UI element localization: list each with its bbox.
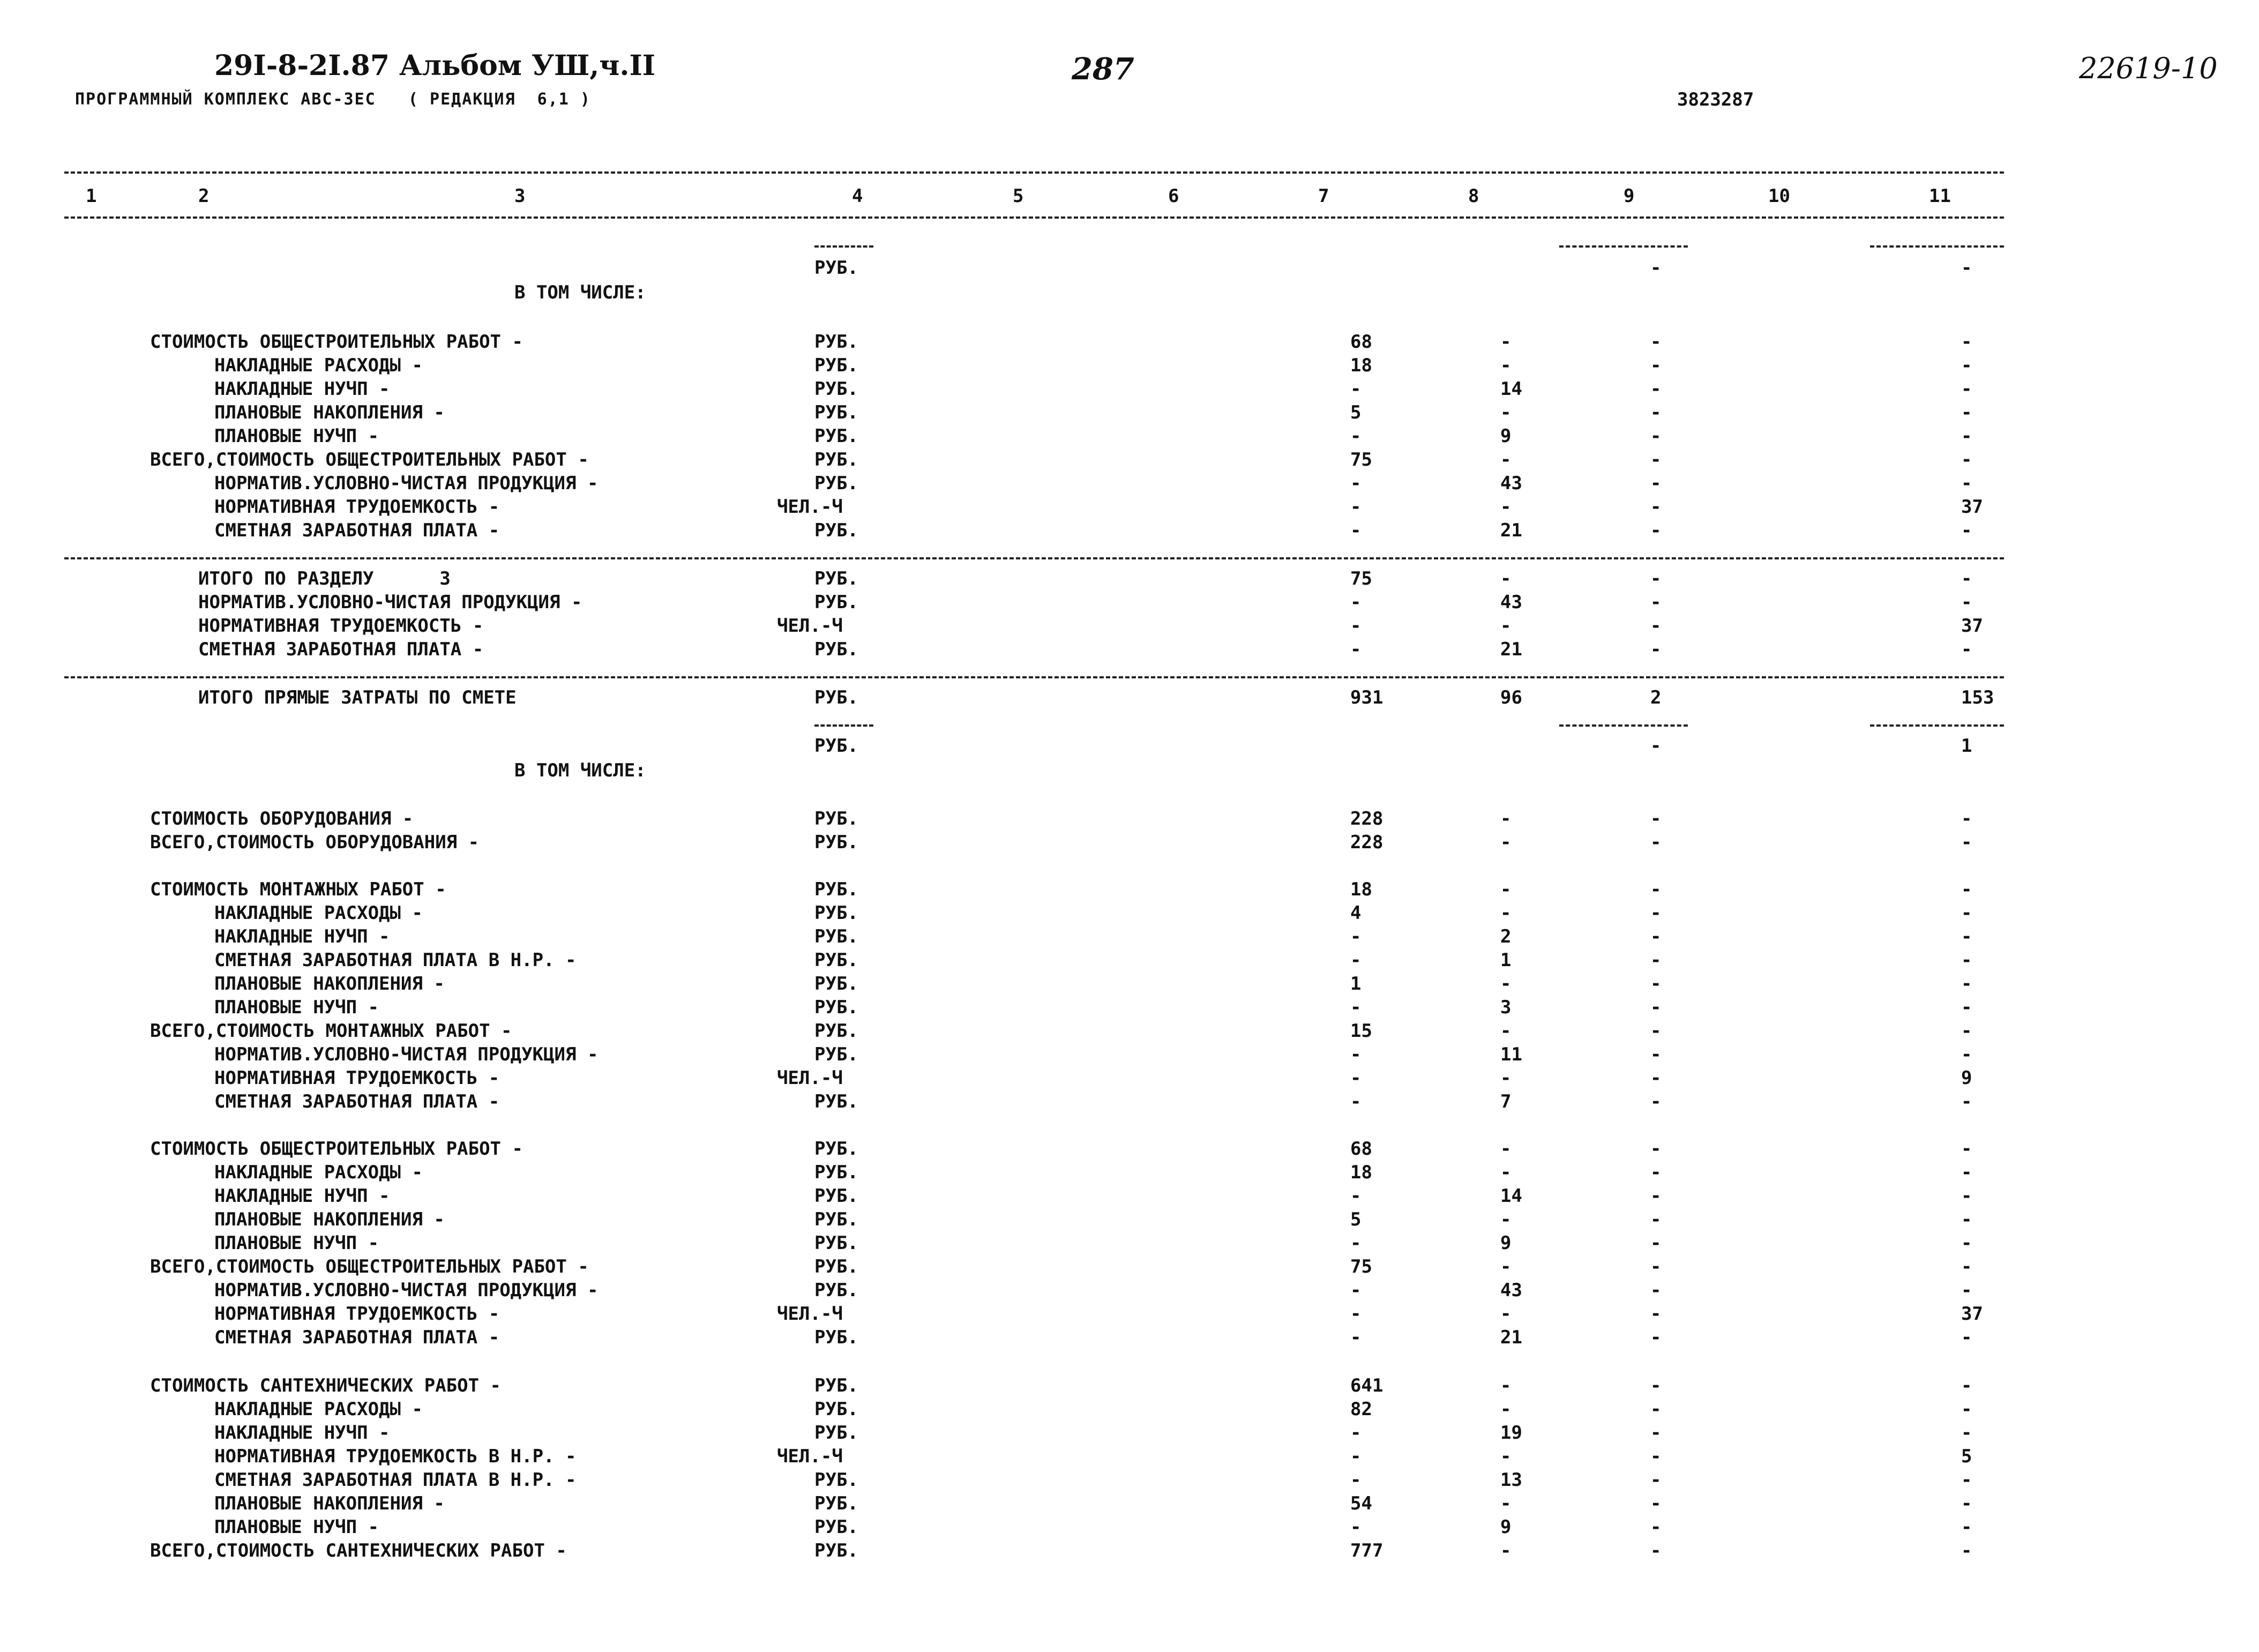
table-cell-c9: - [1650, 808, 1662, 829]
table-cell-c11: 37 [1961, 615, 1983, 637]
table-cell-c9: - [1650, 1375, 1662, 1396]
table-cell-c8: 3 [1500, 997, 1512, 1018]
table-cell-c9: - [1650, 902, 1662, 924]
table-cell-c4: РУБ. [814, 1185, 858, 1207]
table-cell-c8: - [1500, 1138, 1512, 1160]
table-cell-c7: - [1350, 926, 1362, 947]
table-cell-c11: 9 [1961, 1067, 1972, 1089]
table-cell-c8: - [1500, 1399, 1512, 1420]
table-cell-c8: - [1500, 402, 1512, 423]
table-cell-c9: - [1650, 1280, 1662, 1301]
table-cell-c4: РУБ. [814, 926, 858, 947]
table-cell-c4: РУБ. [814, 425, 858, 447]
table-cell-c7: 18 [1350, 355, 1372, 376]
table-cell-c11: 5 [1961, 1446, 1972, 1467]
table-cell-c8: - [1500, 568, 1512, 589]
table-cell-c3: ИТОГО ПРЯМЫЕ ЗАТРАТЫ ПО СМЕТЕ [198, 687, 517, 708]
table-cell-c3: НАКЛАДНЫЕ НУЧП - [214, 1185, 390, 1207]
table-cell-c4: РУБ. [814, 402, 858, 423]
table-cell-c9: - [1650, 1209, 1662, 1230]
table-cell-c4: РУБ. [814, 473, 858, 494]
table-cell-c4: РУБ. [814, 1516, 858, 1538]
table-cell-c9: - [1650, 1091, 1662, 1112]
table-cell-c11: - [1961, 832, 1972, 853]
table-cell-c9: - [1650, 355, 1662, 376]
table-cell-c7: 75 [1350, 1256, 1372, 1277]
table-cell-c8: 2 [1500, 926, 1512, 947]
table-cell-c3: ВСЕГО,СТОИМОСТЬ САНТЕХНИЧЕСКИХ РАБОТ - [150, 1540, 567, 1561]
table-cell-c11: - [1961, 1399, 1972, 1420]
table-cell-c11: - [1961, 402, 1972, 423]
table-cell-c9: - [1650, 378, 1662, 400]
table-cell-c8: 7 [1500, 1091, 1512, 1112]
table-cell-c7: - [1350, 1232, 1362, 1254]
table-cell-c3: СМЕТНАЯ ЗАРАБОТНАЯ ПЛАТА В Н.Р. - [214, 950, 577, 971]
table-cell-c3: СМЕТНАЯ ЗАРАБОТНАЯ ПЛАТА В Н.Р. - [214, 1469, 577, 1491]
table-cell-c7: - [1350, 615, 1362, 637]
table-cell-c7: 931 [1350, 687, 1383, 708]
table-cell-c3: ВСЕГО,СТОИМОСТЬ ОБОРУДОВАНИЯ - [150, 832, 480, 853]
table-cell-c7: 54 [1350, 1493, 1372, 1514]
column-header: 3 [514, 185, 526, 207]
table-cell-c4: РУБ. [814, 378, 858, 400]
table-cell-c4: РУБ. [814, 1327, 858, 1348]
table-cell-c9: - [1650, 950, 1662, 971]
table-cell-c11: - [1961, 592, 1972, 613]
table-cell-c4: РУБ. [814, 592, 858, 613]
table-cell-c3: СМЕТНАЯ ЗАРАБОТНАЯ ПЛАТА - [214, 520, 500, 541]
table-cell-c9: - [1650, 1067, 1662, 1089]
table-cell-c8: - [1500, 1020, 1512, 1042]
table-cell-c9: - [1650, 520, 1662, 541]
table-cell-c11: - [1961, 568, 1972, 589]
table-cell-c11: - [1961, 639, 1972, 660]
table-cell-c7: - [1350, 378, 1362, 400]
column-header: 11 [1929, 185, 1951, 207]
table-cell-c8: 14 [1500, 1185, 1522, 1207]
column-header: 1 [86, 185, 97, 207]
table-cell-c9: - [1650, 926, 1662, 947]
column-header: 8 [1468, 185, 1479, 207]
table-cell-c3: СМЕТНАЯ ЗАРАБОТНАЯ ПЛАТА - [214, 1091, 500, 1112]
table-cell-c9: - [1650, 1540, 1662, 1561]
table-cell-c4: ЧЕЛ.-Ч [777, 496, 843, 518]
table-cell-c3: ПЛАНОВЫЕ НАКОПЛЕНИЯ - [214, 1493, 445, 1514]
table-cell-c7: - [1350, 1469, 1362, 1491]
table-cell-c7: 4 [1350, 902, 1362, 924]
table-cell-c11: - [1961, 973, 1972, 995]
table-cell-c11: - [1961, 520, 1972, 541]
table-cell-c8: 9 [1500, 1232, 1512, 1254]
table-cell-c7: 641 [1350, 1375, 1383, 1396]
table-cell-c8: 43 [1500, 592, 1522, 613]
table-cell-c3: СМЕТНАЯ ЗАРАБОТНАЯ ПЛАТА - [198, 639, 484, 660]
table-cell-c3: НОРМАТИВНАЯ ТРУДОЕМКОСТЬ - [214, 496, 500, 518]
table-cell-c11: - [1961, 425, 1972, 447]
table-cell-c9: - [1650, 1162, 1662, 1183]
table-cell-c7: - [1350, 1327, 1362, 1348]
table-cell-c4: РУБ. [814, 950, 858, 971]
table-cell-c7: 75 [1350, 449, 1372, 470]
table-cell-c9: - [1650, 1044, 1662, 1065]
table-cell-c3: НАКЛАДНЫЕ РАСХОДЫ - [214, 902, 423, 924]
table-cell-c11: - [1961, 808, 1972, 829]
table-cell-c8: 19 [1500, 1422, 1522, 1444]
table-cell-c9: - [1650, 879, 1662, 900]
table-cell-c9: - [1650, 592, 1662, 613]
table-cell-c9: - [1650, 496, 1662, 518]
column-header: 5 [1013, 185, 1024, 207]
table-cell-c11: - [1961, 1185, 1972, 1207]
table-cell-c4: РУБ. [814, 1138, 858, 1160]
table-cell-c9: - [1650, 1020, 1662, 1042]
table-cell-c11: - [1961, 997, 1972, 1018]
section-rule [64, 676, 2004, 678]
table-cell-c9: - [1650, 1185, 1662, 1207]
table-cell-c4: РУБ. [814, 1469, 858, 1491]
table-cell-c4: РУБ. [814, 1256, 858, 1277]
table-cell-c11: - [1961, 331, 1972, 353]
table-cell-c11: - [1961, 1540, 1972, 1561]
handwritten-number: 22619-10 [2079, 51, 2218, 85]
table-cell-c7: 68 [1350, 331, 1372, 353]
table-cell-c4: РУБ. [814, 257, 858, 279]
table-cell-c3: СТОИМОСТЬ ОБОРУДОВАНИЯ - [150, 808, 414, 829]
table-cell-c7: - [1350, 496, 1362, 518]
table-cell-c11: - [1961, 879, 1972, 900]
table-cell-c3: ПЛАНОВЫЕ НАКОПЛЕНИЯ - [214, 973, 445, 995]
table-cell-c11: - [1961, 1280, 1972, 1301]
table-cell-c11: - [1961, 1422, 1972, 1444]
table-cell-c3: ВСЕГО,СТОИМОСТЬ ОБЩЕСТРОИТЕЛЬНЫХ РАБОТ - [150, 449, 589, 470]
table-cell-c3: В ТОМ ЧИСЛЕ: [514, 760, 646, 781]
column-header: 2 [198, 185, 210, 207]
program-name: ПРОГРАММНЫЙ КОМПЛЕКС АВС-ЗЕС ( РЕДАКЦИЯ 6,1 ) [75, 90, 591, 109]
table-cell-c9: - [1650, 832, 1662, 853]
table-cell-c11: - [1961, 1232, 1972, 1254]
table-cell-c7: 1 [1350, 973, 1362, 995]
document-code: 29I-8-2I.87 Альбом УШ,ч.II [214, 49, 656, 82]
column-11-underline [1870, 245, 2004, 248]
table-cell-c7: - [1350, 997, 1362, 1018]
table-cell-c8: 13 [1500, 1469, 1522, 1491]
table-cell-c7: - [1350, 520, 1362, 541]
column-header: 6 [1168, 185, 1179, 207]
table-cell-c9: - [1650, 473, 1662, 494]
table-cell-c3: ВСЕГО,СТОИМОСТЬ МОНТАЖНЫХ РАБОТ - [150, 1020, 512, 1042]
table-cell-c8: - [1500, 1493, 1512, 1514]
table-cell-c8: - [1500, 832, 1512, 853]
table-cell-c8: 1 [1500, 950, 1512, 971]
table-cell-c8: 96 [1500, 687, 1522, 708]
table-cell-c7: - [1350, 1446, 1362, 1467]
table-cell-c4: РУБ. [814, 568, 858, 589]
table-cell-c11: 37 [1961, 496, 1983, 518]
table-cell-c8: - [1500, 1375, 1512, 1396]
table-cell-c3: НАКЛАДНЫЕ РАСХОДЫ - [214, 355, 423, 376]
table-cell-c4: ЧЕЛ.-Ч [777, 1067, 843, 1089]
table-cell-c7: 18 [1350, 879, 1372, 900]
table-cell-c11: - [1961, 378, 1972, 400]
table-cell-c8: - [1500, 1209, 1512, 1230]
table-cell-c9: - [1650, 615, 1662, 637]
table-cell-c7: 5 [1350, 402, 1362, 423]
section-rule [64, 557, 2004, 559]
table-cell-c11: - [1961, 1256, 1972, 1277]
table-cell-c4: РУБ. [814, 973, 858, 995]
table-cell-c3: НОРМАТИВНАЯ ТРУДОЕМКОСТЬ - [198, 615, 484, 637]
table-cell-c9: - [1650, 1303, 1662, 1325]
table-cell-c3: НОРМАТИВНАЯ ТРУДОЕМКОСТЬ - [214, 1067, 500, 1089]
table-cell-c4: РУБ. [814, 355, 858, 376]
table-cell-c9: 2 [1650, 687, 1662, 708]
table-cell-c11: - [1961, 1469, 1972, 1491]
table-cell-c3: НОРМАТИВНАЯ ТРУДОЕМКОСТЬ - [214, 1303, 500, 1325]
table-cell-c11: 153 [1961, 687, 1994, 708]
column-4-underline [814, 245, 873, 248]
column-header: 4 [852, 185, 863, 207]
table-cell-c9: - [1650, 1422, 1662, 1444]
table-cell-c7: 228 [1350, 832, 1383, 853]
table-cell-c8: 43 [1500, 1280, 1522, 1301]
table-cell-c7: - [1350, 473, 1362, 494]
table-cell-c11: - [1961, 1493, 1972, 1514]
table-cell-c8: - [1500, 615, 1512, 637]
table-cell-c9: - [1650, 1469, 1662, 1491]
table-cell-c9: - [1650, 568, 1662, 589]
table-cell-c4: РУБ. [814, 879, 858, 900]
table-cell-c3: ВСЕГО,СТОИМОСТЬ ОБЩЕСТРОИТЕЛЬНЫХ РАБОТ - [150, 1256, 589, 1277]
table-cell-c11: - [1961, 926, 1972, 947]
table-cell-c7: 777 [1350, 1540, 1383, 1561]
table-cell-c8: - [1500, 1067, 1512, 1089]
column-header: 10 [1768, 185, 1790, 207]
table-cell-c4: РУБ. [814, 331, 858, 353]
table-cell-c3: ПЛАНОВЫЕ НУЧП - [214, 1232, 379, 1254]
table-cell-c7: - [1350, 592, 1362, 613]
table-cell-c7: 5 [1350, 1209, 1362, 1230]
table-cell-c9: - [1650, 997, 1662, 1018]
table-cell-c3: НАКЛАДНЫЕ РАСХОДЫ - [214, 1399, 423, 1420]
table-cell-c4: РУБ. [814, 832, 858, 853]
table-cell-c9: - [1650, 449, 1662, 470]
table-cell-c11: 1 [1961, 735, 1972, 757]
table-cell-c8: - [1500, 902, 1512, 924]
table-cell-c3: СТОИМОСТЬ МОНТАЖНЫХ РАБОТ - [150, 879, 446, 900]
table-cell-c7: - [1350, 1303, 1362, 1325]
table-cell-c8: - [1500, 973, 1512, 995]
table-cell-c11: - [1961, 1091, 1972, 1112]
column-9-underline [1559, 724, 1688, 727]
table-cell-c11: - [1961, 902, 1972, 924]
table-cell-c4: РУБ. [814, 902, 858, 924]
table-cell-c3: НАКЛАДНЫЕ НУЧП - [214, 1422, 390, 1444]
column-11-underline [1870, 724, 2004, 727]
table-cell-c7: 68 [1350, 1138, 1372, 1160]
table-cell-c9: - [1650, 1446, 1662, 1467]
table-cell-c4: РУБ. [814, 687, 858, 708]
table-cell-c7: - [1350, 1067, 1362, 1089]
table-cell-c4: РУБ. [814, 639, 858, 660]
table-cell-c11: - [1961, 449, 1972, 470]
table-cell-c11: - [1961, 257, 1972, 279]
table-cell-c7: - [1350, 1091, 1362, 1112]
table-cell-c8: 9 [1500, 425, 1512, 447]
table-cell-c3: ПЛАНОВЫЕ НУЧП - [214, 425, 379, 447]
table-cell-c9: - [1650, 331, 1662, 353]
table-header-rule [64, 216, 2004, 219]
table-cell-c3: СТОИМОСТЬ ОБЩЕСТРОИТЕЛЬНЫХ РАБОТ - [150, 331, 523, 353]
table-cell-c9: - [1650, 1232, 1662, 1254]
table-cell-c11: - [1961, 1138, 1972, 1160]
table-cell-c3: ПЛАНОВЫЕ НУЧП - [214, 1516, 379, 1538]
table-cell-c9: - [1650, 1399, 1662, 1420]
table-cell-c11: - [1961, 1162, 1972, 1183]
table-cell-c7: - [1350, 1422, 1362, 1444]
table-cell-c3: НОРМАТИВ.УСЛОВНО-ЧИСТАЯ ПРОДУКЦИЯ - [198, 592, 582, 613]
table-cell-c9: - [1650, 639, 1662, 660]
table-cell-c8: 14 [1500, 378, 1522, 400]
table-cell-c9: - [1650, 257, 1662, 279]
table-cell-c3: НАКЛАДНЫЕ НУЧП - [214, 378, 390, 400]
table-cell-c7: - [1350, 425, 1362, 447]
table-cell-c7: 75 [1350, 568, 1372, 589]
table-cell-c11: - [1961, 950, 1972, 971]
table-cell-c4: РУБ. [814, 1020, 858, 1042]
table-cell-c9: - [1650, 425, 1662, 447]
table-cell-c8: 11 [1500, 1044, 1522, 1065]
table-cell-c8: - [1500, 879, 1512, 900]
table-cell-c4: РУБ. [814, 1091, 858, 1112]
table-cell-c8: - [1500, 331, 1512, 353]
table-cell-c11: 37 [1961, 1303, 1983, 1325]
column-header: 9 [1624, 185, 1635, 207]
table-cell-c11: - [1961, 1327, 1972, 1348]
table-cell-c8: - [1500, 355, 1512, 376]
table-cell-c4: ЧЕЛ.-Ч [777, 1303, 843, 1325]
table-cell-c8: - [1500, 1256, 1512, 1277]
table-cell-c11: - [1961, 1516, 1972, 1538]
table-cell-c3: НАКЛАДНЫЕ РАСХОДЫ - [214, 1162, 423, 1183]
table-cell-c3: ПЛАНОВЫЕ НУЧП - [214, 997, 379, 1018]
table-cell-c3: ПЛАНОВЫЕ НАКОПЛЕНИЯ - [214, 402, 445, 423]
table-cell-c4: РУБ. [814, 1232, 858, 1254]
table-cell-c8: 21 [1500, 639, 1522, 660]
table-cell-c7: - [1350, 1044, 1362, 1065]
table-cell-c11: - [1961, 1020, 1972, 1042]
table-cell-c4: РУБ. [814, 997, 858, 1018]
table-cell-c4: ЧЕЛ.-Ч [777, 615, 843, 637]
table-cell-c7: - [1350, 1280, 1362, 1301]
table-cell-c7: 82 [1350, 1399, 1372, 1420]
table-cell-c4: РУБ. [814, 808, 858, 829]
table-cell-c8: - [1500, 496, 1512, 518]
page-number: 287 [1072, 51, 1134, 87]
table-cell-c8: - [1500, 1303, 1512, 1325]
table-cell-c4: РУБ. [814, 1280, 858, 1301]
table-cell-c11: - [1961, 1044, 1972, 1065]
table-cell-c9: - [1650, 1138, 1662, 1160]
table-cell-c3: НОРМАТИВ.УСЛОВНО-ЧИСТАЯ ПРОДУКЦИЯ - [214, 1280, 599, 1301]
column-9-underline [1559, 245, 1688, 248]
table-cell-c4: ЧЕЛ.-Ч [777, 1446, 843, 1467]
table-cell-c7: 15 [1350, 1020, 1372, 1042]
table-cell-c4: РУБ. [814, 520, 858, 541]
table-cell-c11: - [1961, 355, 1972, 376]
table-cell-c7: - [1350, 639, 1362, 660]
column-header: 7 [1318, 185, 1329, 207]
table-cell-c11: - [1961, 1375, 1972, 1396]
table-cell-c8: 43 [1500, 473, 1522, 494]
table-cell-c8: 21 [1500, 520, 1522, 541]
table-cell-c9: - [1650, 1256, 1662, 1277]
table-cell-c3: НОРМАТИВ.УСЛОВНО-ЧИСТАЯ ПРОДУКЦИЯ - [214, 473, 599, 494]
table-cell-c4: РУБ. [814, 1209, 858, 1230]
document-number: 3823287 [1677, 89, 1754, 110]
table-cell-c3: НОРМАТИВ.УСЛОВНО-ЧИСТАЯ ПРОДУКЦИЯ - [214, 1044, 599, 1065]
table-cell-c8: - [1500, 808, 1512, 829]
table-cell-c7: 18 [1350, 1162, 1372, 1183]
table-cell-c9: - [1650, 1327, 1662, 1348]
table-cell-c4: РУБ. [814, 1399, 858, 1420]
table-cell-c3: СТОИМОСТЬ ОБЩЕСТРОИТЕЛЬНЫХ РАБОТ - [150, 1138, 523, 1160]
table-cell-c8: 9 [1500, 1516, 1512, 1538]
table-cell-c9: - [1650, 1493, 1662, 1514]
table-cell-c4: РУБ. [814, 449, 858, 470]
table-cell-c4: РУБ. [814, 735, 858, 757]
table-top-rule [64, 171, 2004, 174]
column-4-underline [814, 724, 873, 727]
table-cell-c11: - [1961, 1209, 1972, 1230]
table-cell-c4: РУБ. [814, 1422, 858, 1444]
table-cell-c3: НАКЛАДНЫЕ НУЧП - [214, 926, 390, 947]
table-cell-c3: НОРМАТИВНАЯ ТРУДОЕМКОСТЬ В Н.Р. - [214, 1446, 577, 1467]
table-cell-c8: - [1500, 1446, 1512, 1467]
table-cell-c3: СМЕТНАЯ ЗАРАБОТНАЯ ПЛАТА - [214, 1327, 500, 1348]
table-cell-c3: В ТОМ ЧИСЛЕ: [514, 282, 646, 303]
table-cell-c11: - [1961, 473, 1972, 494]
table-cell-c9: - [1650, 973, 1662, 995]
table-cell-c8: - [1500, 449, 1512, 470]
table-cell-c8: - [1500, 1162, 1512, 1183]
table-cell-c3: СТОИМОСТЬ САНТЕХНИЧЕСКИХ РАБОТ - [150, 1375, 502, 1396]
table-cell-c3: ИТОГО ПО РАЗДЕЛУ 3 [198, 568, 451, 589]
table-cell-c4: РУБ. [814, 1162, 858, 1183]
table-cell-c7: - [1350, 1516, 1362, 1538]
table-cell-c9: - [1650, 735, 1662, 757]
table-cell-c4: РУБ. [814, 1493, 858, 1514]
table-cell-c9: - [1650, 1516, 1662, 1538]
table-cell-c4: РУБ. [814, 1375, 858, 1396]
table-cell-c7: - [1350, 1185, 1362, 1207]
table-cell-c7: 228 [1350, 808, 1383, 829]
table-cell-c3: ПЛАНОВЫЕ НАКОПЛЕНИЯ - [214, 1209, 445, 1230]
table-cell-c9: - [1650, 402, 1662, 423]
table-cell-c7: - [1350, 950, 1362, 971]
table-cell-c8: 21 [1500, 1327, 1522, 1348]
table-cell-c8: - [1500, 1540, 1512, 1561]
table-cell-c4: РУБ. [814, 1044, 858, 1065]
table-cell-c4: РУБ. [814, 1540, 858, 1561]
